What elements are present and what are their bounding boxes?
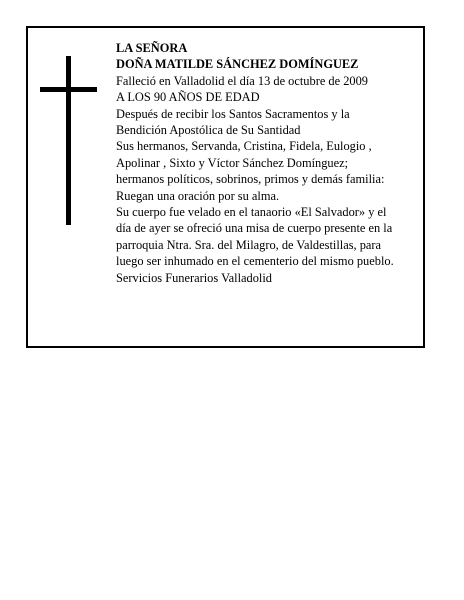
obituary-notice — [26, 26, 425, 348]
family-line-1: Sus hermanos, Servanda, Cristina, Fidela, Eulogio , — [116, 139, 372, 154]
notice-text — [116, 40, 424, 286]
service-line-4: luego ser inhumado en el cementerio del mismo pueblo. — [116, 254, 394, 269]
family-line-2: Apolinar , Sixto y Víctor Sánchez Domínguez; — [116, 155, 349, 170]
cross-vertical-bar — [66, 56, 71, 225]
notice-heading: LA SEÑORA — [116, 41, 188, 55]
family-line-3: hermanos políticos, sobrinos, primos y demás familia: — [116, 172, 385, 187]
funeral-home-line: Servicios Funerarios Valladolid — [116, 270, 273, 285]
death-date-line: Falleció en Valladolid el día 13 de octubre de 2009 — [116, 73, 368, 88]
prayer-request-line: Ruegan una oración por su alma. — [116, 188, 280, 203]
service-line-2: día de ayer se ofreció una misa de cuerpo presente en la — [116, 221, 393, 236]
cross-horizontal-bar — [40, 87, 97, 92]
sacraments-line-2: Bendición Apostólica de Su Santidad — [116, 123, 301, 138]
service-line-3: parroquia Ntra. Sra. del Milagro, de Valdestillas, para — [116, 237, 382, 252]
age-line: A LOS 90 AÑOS DE EDAD — [116, 90, 260, 105]
sacraments-line-1: Después de recibir los Santos Sacramentos y la — [116, 106, 350, 121]
service-line-1: Su cuerpo fue velado en el tanaorio «El Salvador» y el — [116, 205, 387, 220]
deceased-name: DOÑA MATILDE SÁNCHEZ DOMÍNGUEZ — [116, 57, 359, 72]
